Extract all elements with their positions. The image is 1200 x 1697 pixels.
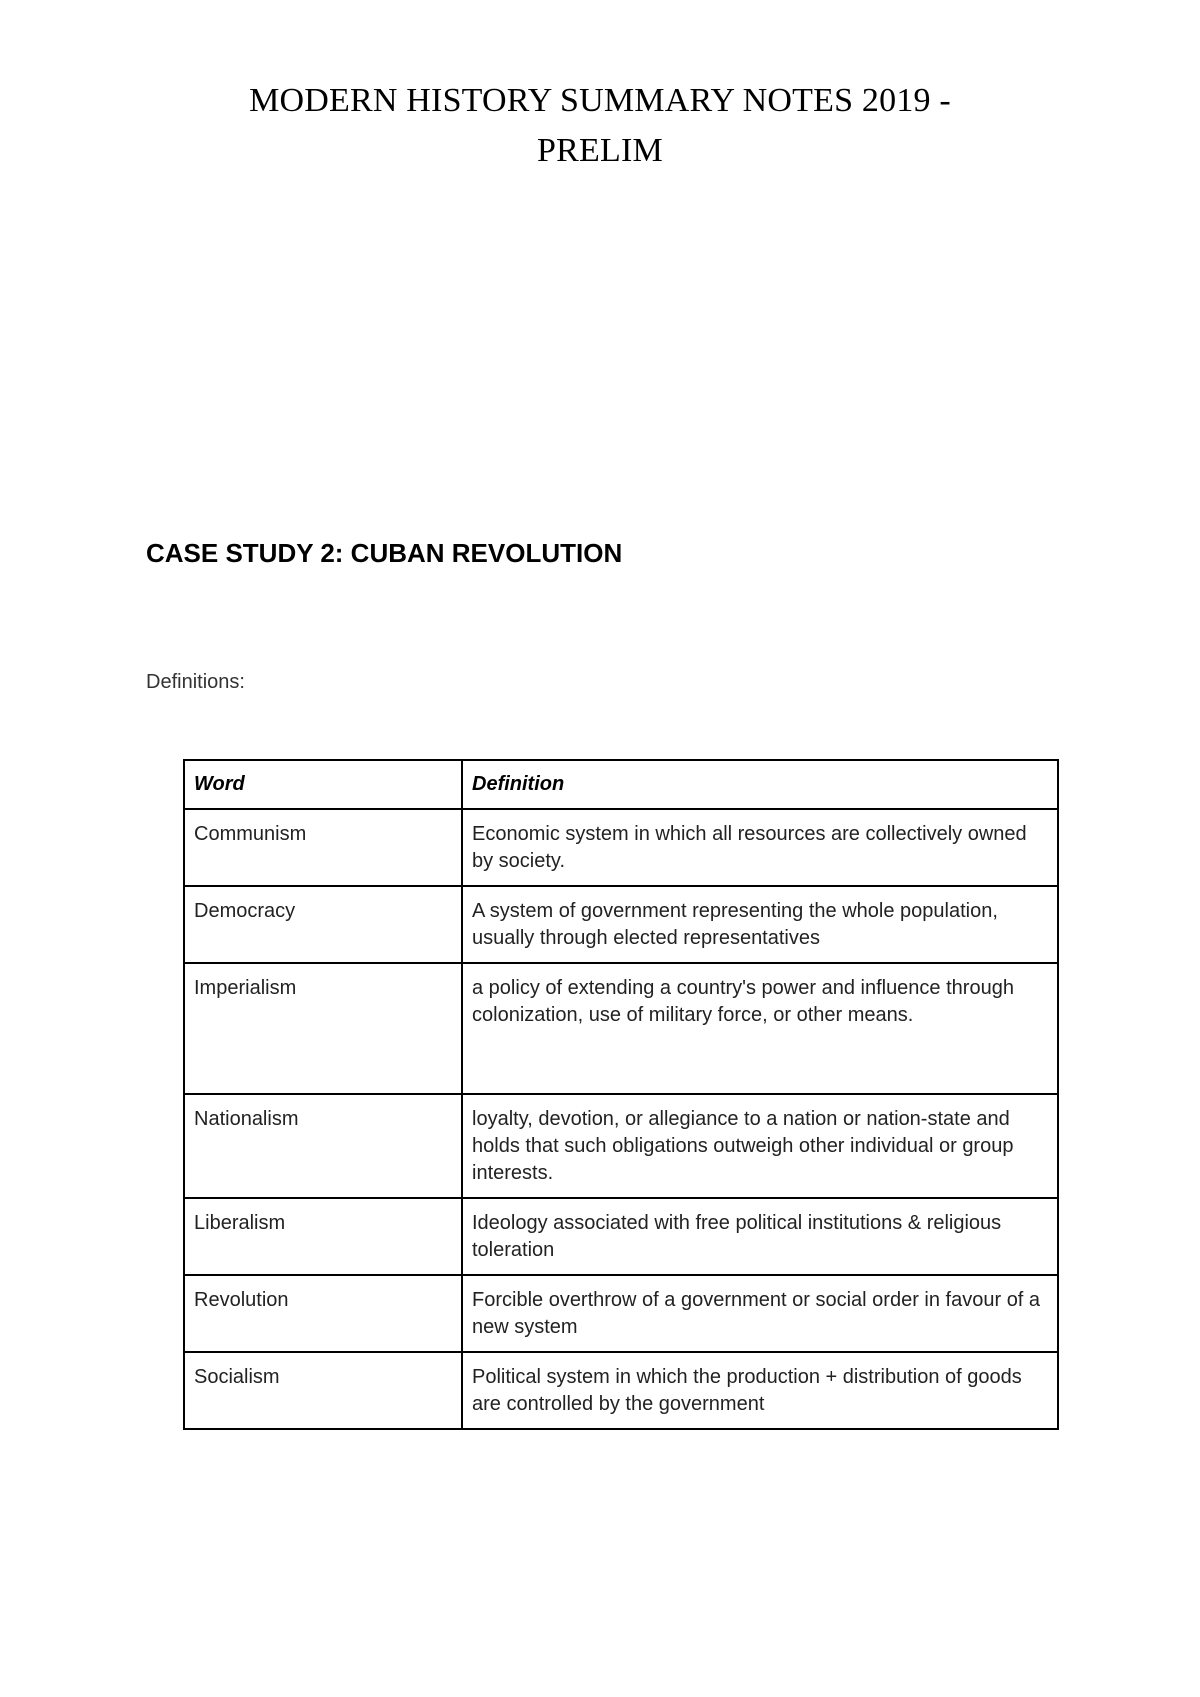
- definitions-label: Definitions:: [146, 671, 245, 693]
- definitions-table: [183, 759, 1059, 1430]
- word-cell: Socialism: [184, 1352, 462, 1429]
- document-title-line-1: MODERN HISTORY SUMMARY NOTES 2019 -: [249, 82, 951, 119]
- word-cell: Revolution: [184, 1275, 462, 1352]
- header-word: Word: [184, 760, 462, 809]
- definition-cell: Ideology associated with free political institutions & religious toleration: [462, 1198, 1058, 1275]
- word-cell: Liberalism: [184, 1198, 462, 1275]
- table-row: [184, 963, 1058, 1094]
- section-heading: CASE STUDY 2: CUBAN REVOLUTION: [146, 538, 623, 568]
- header-definition: Definition: [462, 760, 1058, 809]
- table-row: [184, 1352, 1058, 1429]
- table-row: [184, 1275, 1058, 1352]
- word-cell: Imperialism: [184, 963, 462, 1094]
- definition-cell: loyalty, devotion, or allegiance to a nation or nation-state and holds that such obligations outweigh other individual or group interests.: [462, 1094, 1058, 1198]
- definition-cell: Forcible overthrow of a government or social order in favour of a new system: [462, 1275, 1058, 1352]
- table-row: [184, 809, 1058, 886]
- table-header-row: [184, 760, 1058, 809]
- definition-cell: Political system in which the production + distribution of goods are controlled by the government: [462, 1352, 1058, 1429]
- table-row: [184, 1198, 1058, 1275]
- definition-cell: Economic system in which all resources are collectively owned by society.: [462, 809, 1058, 886]
- definition-cell: a policy of extending a country's power and influence through colonization, use of military force, or other means.: [462, 963, 1058, 1094]
- table-row: [184, 886, 1058, 963]
- word-cell: Communism: [184, 809, 462, 886]
- word-cell: Democracy: [184, 886, 462, 963]
- document-title: [150, 76, 1050, 176]
- table-row: [184, 1094, 1058, 1198]
- definition-cell: A system of government representing the whole population, usually through elected representatives: [462, 886, 1058, 963]
- word-cell: Nationalism: [184, 1094, 462, 1198]
- document-title-line-2: PRELIM: [537, 132, 663, 169]
